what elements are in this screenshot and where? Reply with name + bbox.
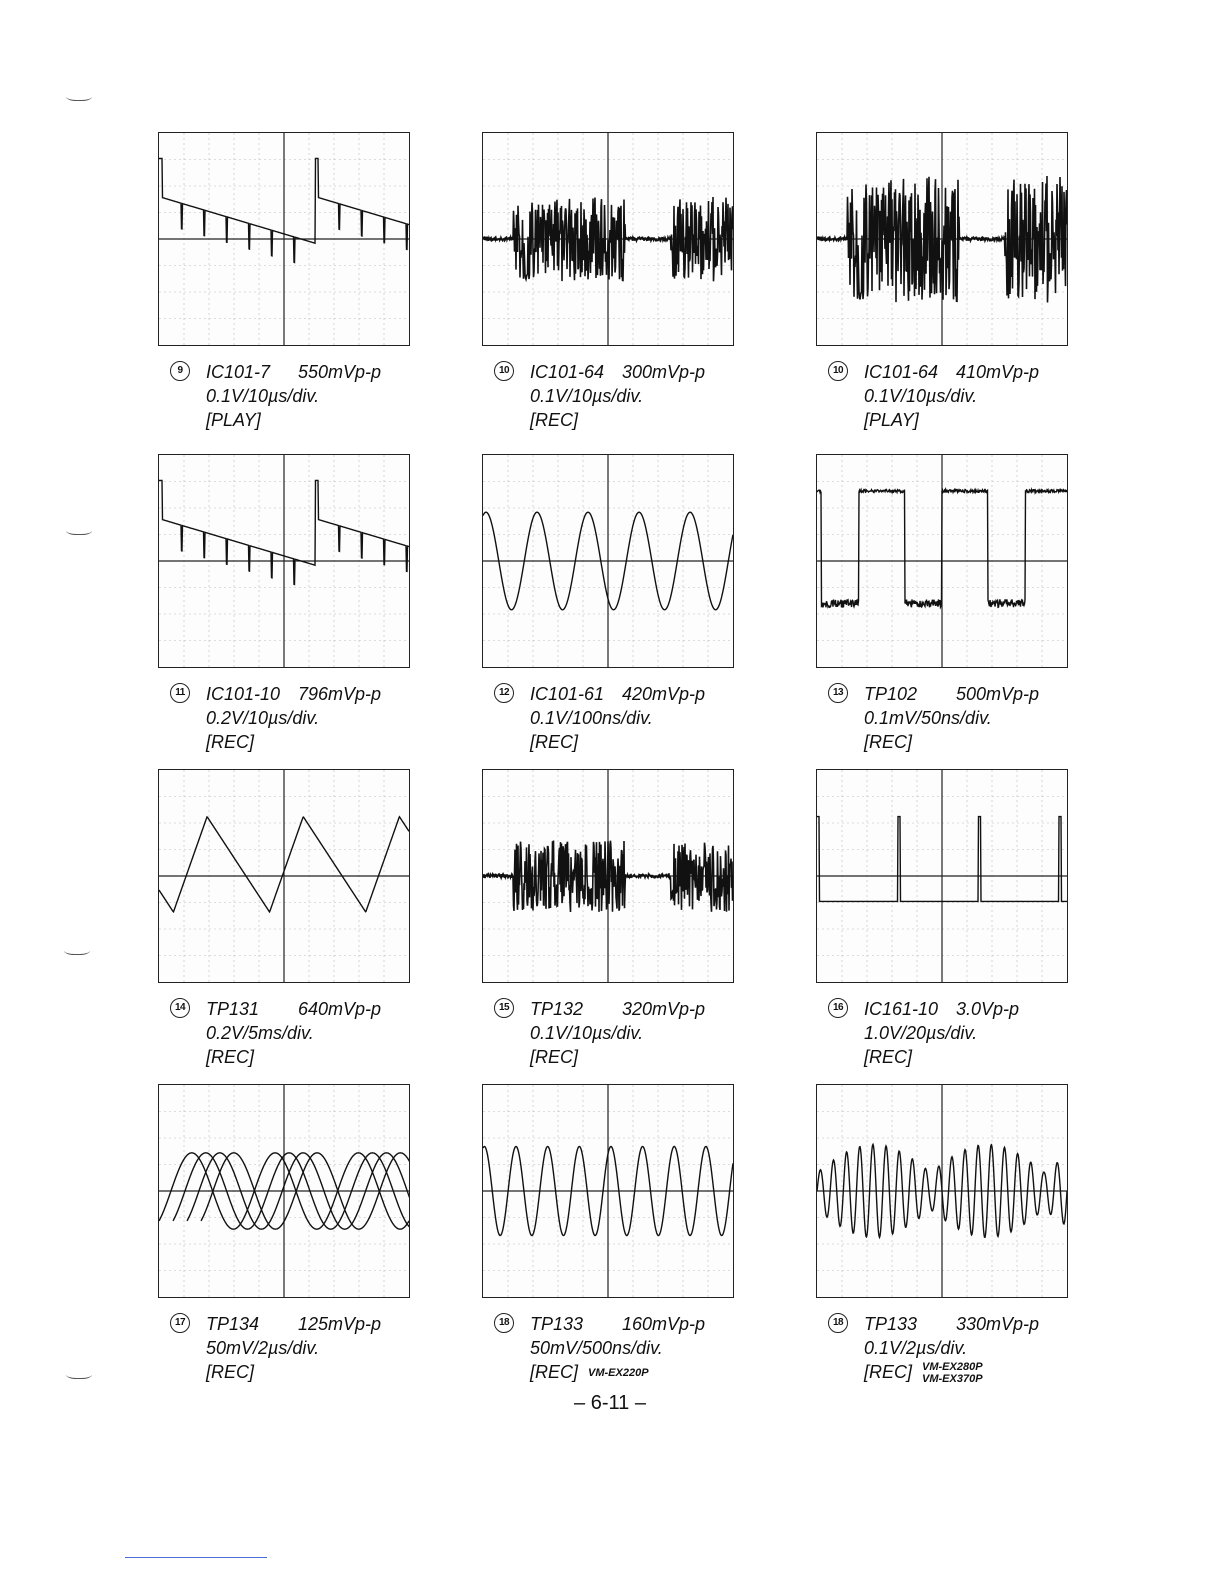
- amplitude: 300mVp-p: [622, 362, 706, 382]
- signal-name: TP131: [206, 999, 260, 1019]
- amplitude: 160mVp-p: [622, 1314, 706, 1334]
- circled-number: 16: [828, 998, 848, 1018]
- scope-caption: [832, 997, 1020, 1069]
- scale-setting: 0.2V/10µs/div.: [206, 708, 320, 728]
- scope-caption: [832, 1312, 1040, 1386]
- signal-name: TP102: [864, 684, 918, 704]
- mode: [REC]: [530, 1047, 579, 1067]
- circled-number: 12: [494, 683, 514, 703]
- mode: [PLAY]: [864, 410, 919, 430]
- mode: [PLAY]: [206, 410, 261, 430]
- scale-setting: 0.2V/5ms/div.: [206, 1023, 314, 1043]
- circled-number: 14: [170, 998, 190, 1018]
- signal-name: IC101-64: [864, 362, 939, 382]
- signal-name: TP133: [530, 1314, 584, 1334]
- scale-setting: 50mV/500ns/div.: [530, 1338, 663, 1358]
- scope-caption: [832, 360, 1040, 432]
- mode: [REC]: [864, 732, 913, 752]
- scale-setting: 1.0V/20µs/div.: [864, 1023, 978, 1043]
- amplitude: 3.0Vp-p: [956, 999, 1020, 1019]
- signal-name: IC101-64: [530, 362, 605, 382]
- circled-number: 11: [170, 683, 190, 703]
- mode: [REC]: [530, 1362, 579, 1382]
- amplitude: 125mVp-p: [298, 1314, 382, 1334]
- scope-caption: [498, 1312, 706, 1384]
- scope-caption: [498, 360, 706, 432]
- amplitude: 420mVp-p: [622, 684, 706, 704]
- oscilloscope-trace: [158, 132, 410, 346]
- scale-setting: 0.1V/2µs/div.: [864, 1338, 968, 1358]
- mode: [REC]: [206, 1362, 255, 1382]
- oscilloscope-trace: [158, 1084, 410, 1298]
- circled-number: 17: [170, 1313, 190, 1333]
- scope-caption: [832, 682, 1040, 754]
- scale-setting: 50mV/2µs/div.: [206, 1338, 320, 1358]
- amplitude: 796mVp-p: [298, 684, 382, 704]
- scale-setting: 0.1V/10µs/div.: [530, 1023, 644, 1043]
- page-number: – 6-11 –: [574, 1392, 646, 1414]
- scale-setting: 0.1V/10µs/div.: [530, 386, 644, 406]
- signal-name: TP133: [864, 1314, 918, 1334]
- oscilloscope-trace: [158, 769, 410, 983]
- circled-number: 13: [828, 683, 848, 703]
- oscilloscope-trace: [482, 769, 734, 983]
- mode: [REC]: [530, 410, 579, 430]
- signal-name: IC161-10: [864, 999, 939, 1019]
- amplitude: 320mVp-p: [622, 999, 706, 1019]
- circled-number: 10: [494, 361, 514, 381]
- oscilloscope-trace: [816, 769, 1068, 983]
- scope-caption: [174, 997, 382, 1069]
- amplitude: 640mVp-p: [298, 999, 382, 1019]
- amplitude: 500mVp-p: [956, 684, 1040, 704]
- scale-setting: 0.1mV/50ns/div.: [864, 708, 992, 728]
- signal-name: IC101-7: [206, 362, 271, 382]
- oscilloscope-trace: [816, 1084, 1068, 1298]
- mode: [REC]: [530, 732, 579, 752]
- scale-setting: 0.1V/100ns/div.: [530, 708, 653, 728]
- amplitude: 410mVp-p: [956, 362, 1040, 382]
- scope-caption: [177, 360, 382, 432]
- mode: [REC]: [206, 1047, 255, 1067]
- circled-number: 18: [828, 1313, 848, 1333]
- scale-setting: 0.1V/10µs/div.: [864, 386, 978, 406]
- oscilloscope-trace: [816, 454, 1068, 668]
- margin-mark: [66, 90, 92, 101]
- signal-name: TP132: [530, 999, 584, 1019]
- model-label: VM-EX220P: [588, 1367, 649, 1380]
- mode: [REC]: [864, 1047, 913, 1067]
- circled-number: 18: [494, 1313, 514, 1333]
- oscilloscope-trace: [816, 132, 1068, 346]
- footer-line: [125, 1557, 267, 1558]
- scope-caption: [174, 1312, 382, 1384]
- scope-caption: [175, 682, 382, 754]
- margin-mark: [64, 944, 90, 955]
- signal-name: TP134: [206, 1314, 260, 1334]
- scope-caption: [498, 682, 706, 754]
- signal-name: IC101-10: [206, 684, 281, 704]
- oscilloscope-trace: [482, 454, 734, 668]
- oscilloscope-trace: [482, 132, 734, 346]
- oscilloscope-trace: [158, 454, 410, 668]
- margin-mark: [66, 1368, 92, 1379]
- scope-caption: [498, 997, 706, 1069]
- amplitude: 330mVp-p: [956, 1314, 1040, 1334]
- mode: [REC]: [864, 1362, 913, 1382]
- signal-name: IC101-61: [530, 684, 605, 704]
- circled-number: 10: [828, 361, 848, 381]
- scale-setting: 0.1V/10µs/div.: [206, 386, 320, 406]
- amplitude: 550mVp-p: [298, 362, 382, 382]
- oscilloscope-trace: [482, 1084, 734, 1298]
- circled-number: 15: [494, 998, 514, 1018]
- circled-number: 9: [170, 361, 190, 381]
- margin-mark: [66, 524, 92, 535]
- model-label: VM-EX280P VM-EX370P: [922, 1361, 983, 1386]
- mode: [REC]: [206, 732, 255, 752]
